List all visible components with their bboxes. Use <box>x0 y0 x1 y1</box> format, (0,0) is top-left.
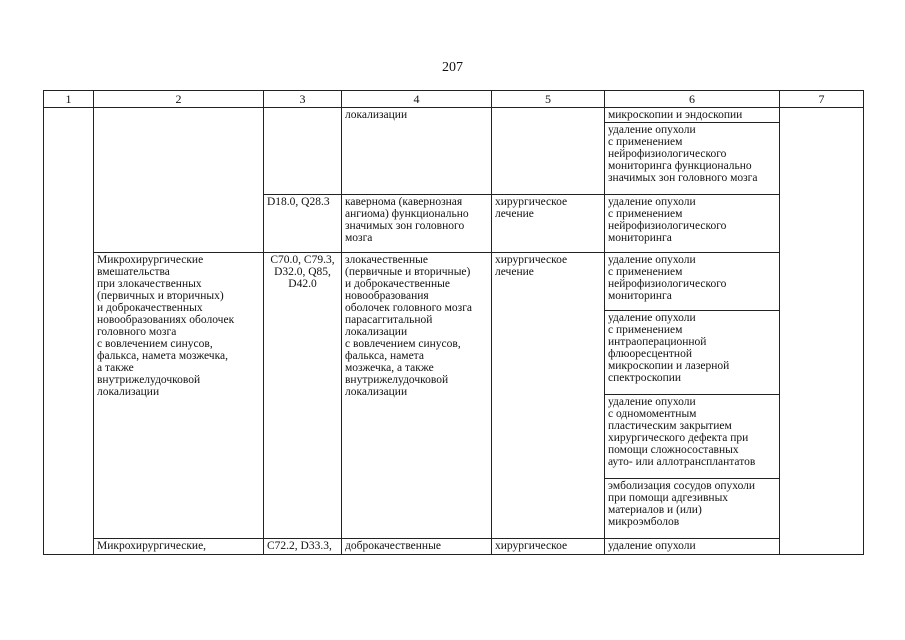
page-number: 207 <box>442 60 463 75</box>
header-col-7: 7 <box>780 91 864 108</box>
col2-cell <box>94 108 264 253</box>
col4-cell: злокачественные (первичные и вторичные) и доброкачественные новообразования оболочек головного мозга парасаггитальной локализации с вовлечением синусов, фалькса, намета мозжечка, а также внутрижелудочковой локализации <box>342 253 492 539</box>
col6-cell: эмболизация сосудов опухоли при помощи адгезивных материалов и (или) микроэмболов <box>605 479 780 539</box>
col4-cell: локализации <box>342 108 492 195</box>
header-col-3: 3 <box>264 91 342 108</box>
col1-cell <box>44 108 94 555</box>
table-row <box>44 253 864 311</box>
col7-cell <box>780 108 864 555</box>
header-col-6: 6 <box>605 91 780 108</box>
col6-cell: удаление опухоли <box>605 539 780 555</box>
table-row <box>44 108 864 123</box>
col4-cell: кавернома (кавернозная ангиома) функционально значимых зон головного мозга <box>342 195 492 253</box>
col6-cell: удаление опухоли с применением нейрофизиологического мониторинга <box>605 195 780 253</box>
col5-cell <box>492 108 605 195</box>
header-row <box>44 91 864 108</box>
col2-cell: Микрохирургические, <box>94 539 264 555</box>
col3-cell <box>264 108 342 195</box>
col3-cell: C70.0, C79.3, D32.0, Q85, D42.0 <box>264 253 342 539</box>
header-col-2: 2 <box>94 91 264 108</box>
col4-cell: доброкачественные <box>342 539 492 555</box>
col2-cell: Микрохирургические вмешательства при злокачественных (первичных и вторичных) и доброкачественных новообразованиях оболочек головного мозга с вовлечением синусов, фалькса, намета мозжечка, а также внутрижелудочковой локализации <box>94 253 264 539</box>
col6-cell: удаление опухоли с одномоментным пластическим закрытием хирургического дефекта при помощи сложносоставных ауто- или аллотрансплантатов <box>605 395 780 479</box>
medical-procedures-table <box>43 90 864 555</box>
col5-cell: хирургическое лечение <box>492 195 605 253</box>
col6-cell: микроскопии и эндоскопии <box>605 108 780 123</box>
col6-cell: удаление опухоли с применением интраоперационной флюоресцентной микроскопии и лазерной спектроскопии <box>605 311 780 395</box>
header-col-5: 5 <box>492 91 605 108</box>
header-col-4: 4 <box>342 91 492 108</box>
col5-cell: хирургическое <box>492 539 605 555</box>
col6-cell: удаление опухоли с применением нейрофизиологического мониторинга функционально значимых зон головного мозга <box>605 123 780 195</box>
col6-cell: удаление опухоли с применением нейрофизиологического мониторинга <box>605 253 780 311</box>
table-row <box>44 539 864 555</box>
col5-cell: хирургическое лечение <box>492 253 605 539</box>
col3-cell: D18.0, Q28.3 <box>264 195 342 253</box>
col3-cell: C72.2, D33.3, <box>264 539 342 555</box>
header-col-1: 1 <box>44 91 94 108</box>
